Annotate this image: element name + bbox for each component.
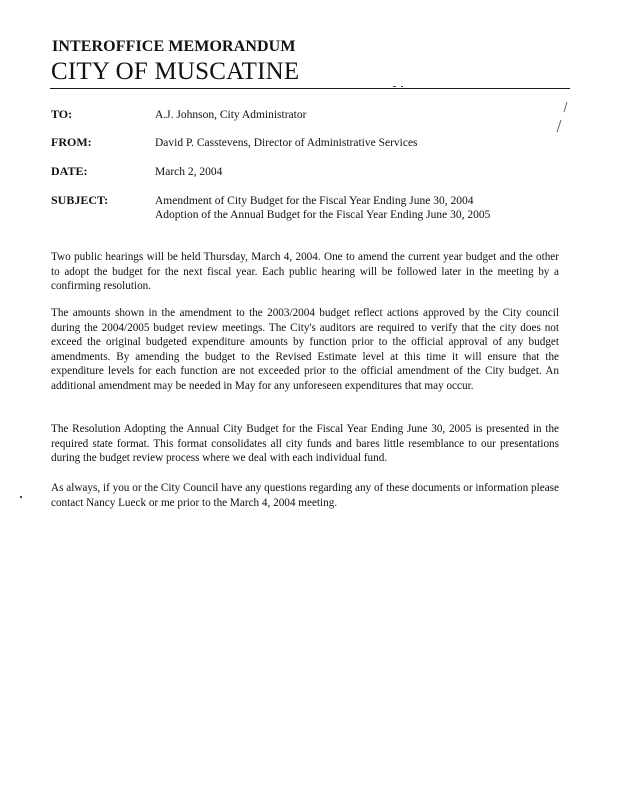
from-value: David P. Casstevens, Director of Administrative Services	[155, 137, 418, 149]
from-label: FROM:	[51, 135, 92, 149]
margin-pen-mark	[554, 100, 570, 134]
date-value: March 2, 2004	[155, 166, 223, 178]
subject-line-1: Amendment of City Budget for the Fiscal Year Ending June 30, 2004	[155, 195, 474, 207]
scan-speck	[401, 86, 403, 87]
memo-type-heading: INTEROFFICE MEMORANDUM	[52, 38, 296, 55]
organization-name: CITY OF MUSCATINE	[51, 58, 300, 85]
subject-label: SUBJECT:	[51, 193, 109, 207]
header-divider	[50, 88, 570, 89]
scan-speck	[393, 86, 396, 87]
body-paragraph-1: Two public hearings will be held Thursday, March 4, 2004. One to amend the current year budget and the other to adopt the budget for the next fiscal year. Each public hearing will be followed later in the meeting by a confirming resolution.	[51, 251, 559, 293]
date-label: DATE:	[51, 164, 88, 178]
pen-stroke	[557, 102, 567, 132]
body-paragraph-3: The Resolution Adopting the Annual City Budget for the Fiscal Year Ending June 30, 2005 is presented in the required state format. This format consolidates all city funds and bares little resemblance to our presentations during the budget review process where we deal with each individual fund.	[51, 423, 559, 465]
scan-speck	[20, 496, 22, 498]
body-paragraph-2: The amounts shown in the amendment to the 2003/2004 budget reflect actions approved by the City council during the 2004/2005 budget review meetings. The City's auditors are required to verify that the city does not exceed the original budgeted expenditure amounts by function prior to the official approval of any budget amendments. By amending the budget to the Revised Estimate level at this time it will ensure that the expenditure levels for each function are not exceeded prior to the official amendment of the City budget. An additional amendment may be needed in May for any unforeseen expenditures that may occur.	[51, 307, 559, 392]
subject-line-2: Adoption of the Annual Budget for the Fiscal Year Ending June 30, 2005	[155, 209, 491, 221]
to-value: A.J. Johnson, City Administrator	[155, 109, 307, 121]
to-label: TO:	[51, 107, 73, 121]
body-paragraph-4: As always, if you or the City Council have any questions regarding any of these documents or information please contact Nancy Lueck or me prior to the March 4, 2004 meeting.	[51, 482, 559, 509]
